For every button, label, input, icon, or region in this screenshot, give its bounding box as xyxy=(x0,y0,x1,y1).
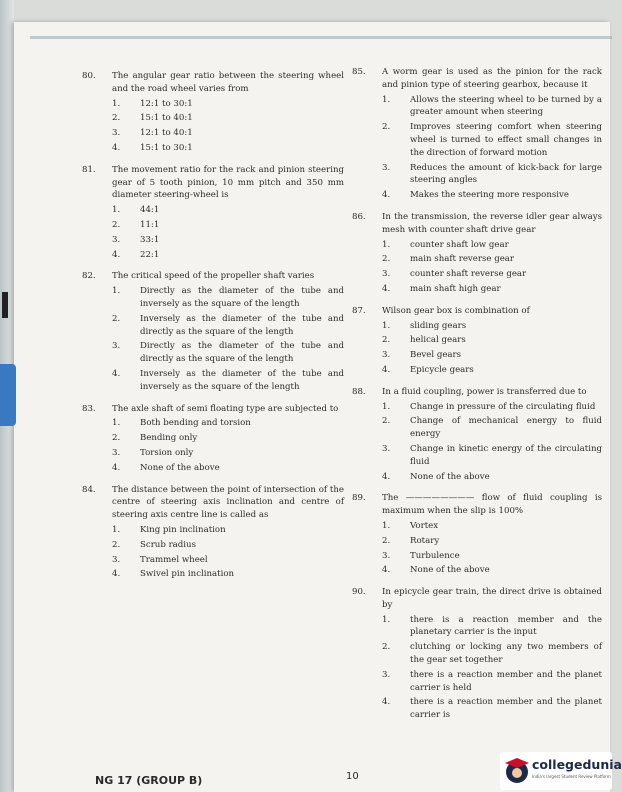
option-text: Inversely as the diameter of the tube and inversely as the square of the length xyxy=(140,368,344,392)
answer-option xyxy=(382,94,602,120)
option-number: 2. xyxy=(112,433,121,444)
question-text: The distance between the point of intersection of the centre of steering axis inclination and centre of steering axis centre line is called as xyxy=(112,484,344,521)
option-text: Vortex xyxy=(410,520,439,531)
option-text: Epicycle gears xyxy=(410,364,474,375)
option-number: 3. xyxy=(382,669,391,680)
option-number: 4. xyxy=(382,190,391,201)
option-text: King pin inclination xyxy=(140,524,226,535)
option-text: Reduces the amount of kick-back for large steering angles xyxy=(410,162,602,186)
question-number: 85. xyxy=(352,67,366,77)
option-text: there is a reaction member and the planetary carrier is the input xyxy=(410,614,602,638)
left-column xyxy=(82,70,344,590)
option-text: sliding gears xyxy=(410,320,467,331)
question-86 xyxy=(352,211,602,296)
answer-option xyxy=(112,98,344,111)
answer-option xyxy=(382,401,602,414)
top-rule xyxy=(30,36,612,39)
option-number: 3. xyxy=(112,341,121,352)
option-number: 3. xyxy=(382,350,391,361)
answer-option xyxy=(382,239,602,252)
option-text: counter shaft reverse gear xyxy=(410,269,527,280)
option-number: 1. xyxy=(382,401,391,412)
option-text: Change in pressure of the circulating fluid xyxy=(410,401,596,412)
question-text: The critical speed of the propeller shaft varies xyxy=(112,271,315,282)
option-text: Improves steering comfort when steering wheel is turned to effect small changes in the direction of forward motion xyxy=(410,122,602,158)
question-89 xyxy=(352,492,602,577)
option-number: 1. xyxy=(112,524,121,535)
question-number: 87. xyxy=(352,305,366,316)
question-text: The angular gear ratio between the steering wheel and the road wheel varies from xyxy=(112,71,344,94)
option-number: 2. xyxy=(382,254,391,265)
answer-option xyxy=(112,219,344,232)
option-text: Inversely as the diameter of the tube and directly as the square of the length xyxy=(140,313,344,337)
option-number: 3. xyxy=(382,550,391,561)
option-number: 2. xyxy=(112,313,121,324)
option-number: 1. xyxy=(382,239,391,250)
option-number: 4. xyxy=(112,368,121,379)
question-88 xyxy=(352,386,602,484)
question-text: Wilson gear box is combination of xyxy=(382,305,530,316)
option-text: helical gears xyxy=(410,335,466,346)
option-text: main shaft high gear xyxy=(410,283,501,294)
answer-option xyxy=(382,520,602,533)
answer-option xyxy=(112,447,344,460)
option-text: None of the above xyxy=(410,471,490,482)
option-number: 2. xyxy=(112,113,121,124)
answer-option xyxy=(112,249,344,262)
answer-option xyxy=(112,112,344,125)
question-number: 82. xyxy=(82,271,96,282)
question-number: 80. xyxy=(82,71,96,81)
option-number: 2. xyxy=(382,535,391,546)
answer-option xyxy=(382,669,602,695)
option-text: None of the above xyxy=(140,462,220,473)
answer-option xyxy=(112,313,344,339)
option-text: Scrub radius xyxy=(140,539,197,550)
option-text: Bevel gears xyxy=(410,350,462,361)
answer-option xyxy=(382,415,602,441)
option-number: 4. xyxy=(382,565,391,576)
answer-option xyxy=(112,204,344,217)
question-number: 88. xyxy=(352,386,366,397)
question-text: The ———————— flow of fluid coupling is maximum when the slip is 100% xyxy=(382,493,602,517)
answer-option xyxy=(112,539,344,552)
option-text: Allows the steering wheel to be turned by a greater amount when steering xyxy=(410,94,602,118)
question-number: 86. xyxy=(352,211,366,222)
question-text: In a fluid coupling, power is transferred due to xyxy=(382,386,587,397)
option-number: 3. xyxy=(112,234,121,245)
answer-option xyxy=(112,554,344,567)
option-number: 2. xyxy=(112,539,121,550)
question-number: 89. xyxy=(352,493,366,504)
option-number: 1. xyxy=(112,205,121,216)
answer-option xyxy=(112,285,344,311)
option-text: there is a reaction member and the planet carrier is xyxy=(410,697,602,721)
option-number: 3. xyxy=(112,447,121,458)
side-tab xyxy=(0,364,16,426)
option-text: 15:1 to 40:1 xyxy=(140,113,193,124)
option-number: 3. xyxy=(112,554,121,565)
option-number: 2. xyxy=(112,219,121,230)
answer-option xyxy=(382,641,602,667)
answer-option xyxy=(382,535,602,548)
option-number: 1. xyxy=(112,98,121,109)
brand-name: collegedunia xyxy=(532,757,622,772)
option-number: 1. xyxy=(112,286,121,297)
question-85 xyxy=(352,66,602,202)
option-number: 4. xyxy=(112,249,121,260)
option-text: Directly as the diameter of the tube and inversely as the square of the length xyxy=(140,286,344,309)
option-number: 4. xyxy=(112,142,121,153)
option-text: Swivel pin inclination xyxy=(140,569,235,580)
option-number: 1. xyxy=(382,520,391,531)
option-number: 4. xyxy=(112,462,121,473)
option-number: 3. xyxy=(112,128,121,139)
option-text: Turbulence xyxy=(410,550,460,561)
right-column xyxy=(352,66,602,731)
collegedunia-watermark xyxy=(500,752,622,790)
answer-option xyxy=(112,524,344,537)
answer-option xyxy=(112,234,344,247)
question-80 xyxy=(82,70,344,155)
option-text: 12:1 to 40:1 xyxy=(140,128,193,139)
graduate-logo-icon xyxy=(504,756,530,786)
option-text: 11:1 xyxy=(140,219,160,230)
option-number: 2. xyxy=(382,642,391,653)
paper-code: NG 17 (GROUP B) xyxy=(95,774,203,787)
answer-option xyxy=(382,268,602,281)
question-text: In the transmission, the reverse idler gear always mesh with counter shaft drive gear xyxy=(382,211,602,235)
answer-option xyxy=(382,564,602,577)
question-83 xyxy=(82,403,344,475)
option-text: main shaft reverse gear xyxy=(410,254,515,265)
question-number: 81. xyxy=(82,164,96,175)
question-text: In epicycle gear train, the direct drive is obtained by xyxy=(382,587,602,610)
answer-option xyxy=(382,121,602,159)
option-number: 2. xyxy=(382,122,391,133)
option-number: 4. xyxy=(382,697,391,708)
option-text: Torsion only xyxy=(140,447,194,458)
answer-option xyxy=(112,417,344,430)
answer-option xyxy=(112,127,344,140)
option-number: 2. xyxy=(382,335,391,346)
option-number: 1. xyxy=(382,614,391,625)
option-text: None of the above xyxy=(410,565,490,576)
answer-option xyxy=(382,550,602,563)
answer-option xyxy=(112,340,344,366)
binding-mark xyxy=(2,292,8,318)
question-90 xyxy=(352,586,602,722)
answer-option xyxy=(382,320,602,333)
option-number: 2. xyxy=(382,416,391,427)
option-text: 15:1 to 30:1 xyxy=(140,142,193,153)
question-82 xyxy=(82,270,344,393)
option-text: Trammel wheel xyxy=(140,554,208,565)
option-text: Change of mechanical energy to fluid energy xyxy=(410,416,602,440)
option-text: clutching or locking any two members of the gear set together xyxy=(410,642,602,666)
answer-option xyxy=(382,283,602,296)
brand-tagline: India's largest Student Review Platform xyxy=(532,774,611,779)
question-84 xyxy=(82,484,344,582)
option-text: 33:1 xyxy=(140,234,160,245)
option-number: 4. xyxy=(382,364,391,375)
page-number: 10 xyxy=(346,771,359,782)
answer-option xyxy=(112,368,344,394)
answer-option xyxy=(382,614,602,640)
option-text: Both bending and torsion xyxy=(140,418,251,429)
answer-option xyxy=(382,162,602,188)
option-text: 12:1 to 30:1 xyxy=(140,98,193,109)
question-text: The axle shaft of semi floating type are subjected to xyxy=(112,403,339,414)
option-number: 4. xyxy=(112,569,121,580)
option-number: 1. xyxy=(382,320,391,331)
question-81 xyxy=(82,164,344,262)
option-number: 4. xyxy=(382,283,391,294)
option-number: 4. xyxy=(382,471,391,482)
question-number: 90. xyxy=(352,587,366,598)
question-text: A worm gear is used as the pinion for the rack and pinion type of steering gearbox, because it xyxy=(382,67,602,90)
option-number: 3. xyxy=(382,162,391,173)
answer-option xyxy=(112,432,344,445)
option-text: Rotary xyxy=(410,535,440,546)
option-text: 22:1 xyxy=(140,249,160,260)
answer-option xyxy=(382,471,602,484)
answer-option xyxy=(382,349,602,362)
answer-option xyxy=(382,696,602,722)
option-text: Directly as the diameter of the tube and directly as the square of the length xyxy=(140,341,344,365)
question-number: 84. xyxy=(82,484,96,495)
option-text: Bending only xyxy=(140,433,198,444)
question-number: 83. xyxy=(82,403,96,414)
option-text: Change in kinetic energy of the circulating fluid xyxy=(410,443,602,467)
question-87 xyxy=(352,305,602,377)
answer-option xyxy=(112,462,344,475)
answer-option xyxy=(112,142,344,155)
answer-option xyxy=(382,334,602,347)
answer-option xyxy=(382,253,602,266)
option-text: 44:1 xyxy=(140,205,160,216)
option-number: 1. xyxy=(382,94,391,105)
option-number: 3. xyxy=(382,269,391,280)
answer-option xyxy=(382,189,602,202)
option-number: 1. xyxy=(112,418,121,429)
option-text: there is a reaction member and the planet carrier is held xyxy=(410,669,602,693)
option-text: counter shaft low gear xyxy=(410,239,509,250)
question-text: The movement ratio for the rack and pinion steering gear of 5 tooth pinion, 10 mm pitch and 350 mm diameter steering-wheel is xyxy=(112,164,344,201)
option-text: Makes the steering more responsive xyxy=(410,190,569,201)
answer-option xyxy=(382,364,602,377)
answer-option xyxy=(382,443,602,469)
answer-option xyxy=(112,568,344,581)
option-number: 3. xyxy=(382,443,391,454)
